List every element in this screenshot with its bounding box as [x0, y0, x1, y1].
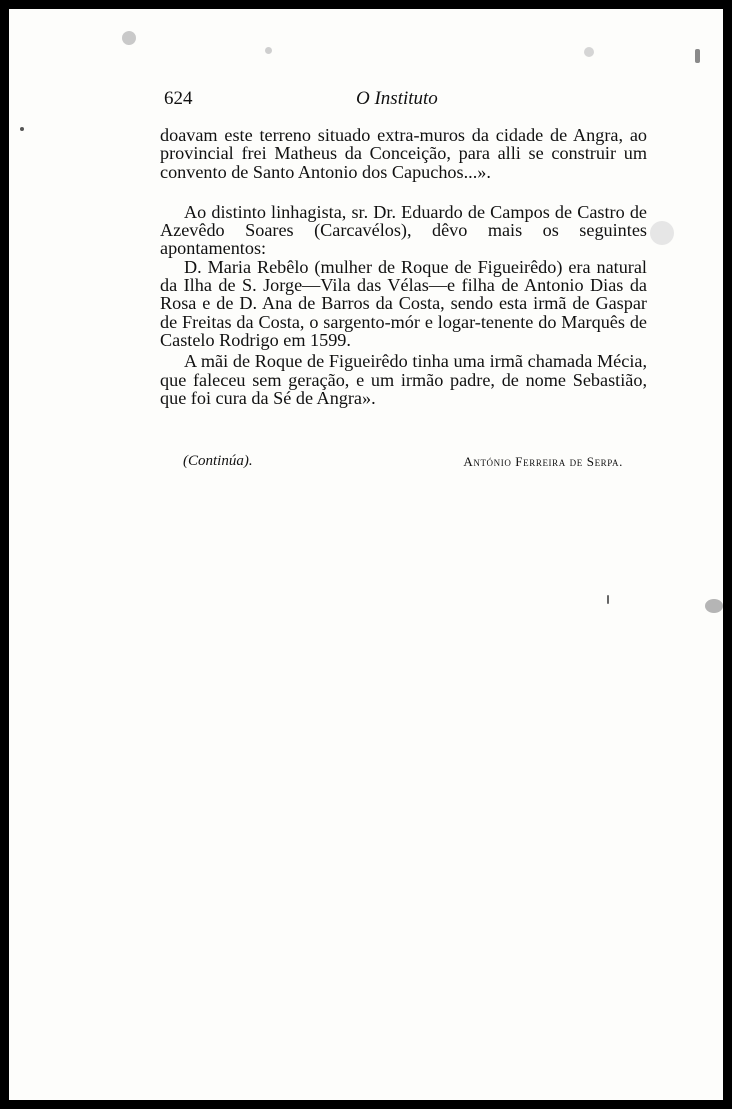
scan-speck — [584, 47, 594, 57]
author-signature: António Ferreira de Serpa. — [463, 454, 623, 469]
scan-speck — [265, 47, 272, 54]
scan-speck — [122, 31, 136, 45]
scan-speck — [705, 599, 723, 613]
scan-speck — [607, 595, 609, 604]
paragraph: A mãi de Roque de Figueirêdo tinha uma irmã chamada Mécia, que faleceu sem geração, e um irmão padre, de nome Sebastião, que foi cura da Sé de Angra». — [160, 351, 647, 408]
journal-title: O Instituto — [356, 88, 438, 109]
paragraph: D. Maria Rebêlo (mulher de Roque de Figueirêdo) era natural da Ilha de S. Jorge—Vila das Vélas—e filha de Antonio Dias da Rosa e de D. Ana de Barros da Costa, sendo esta irmã de Gaspar de Freitas da Costa, o sargento-mór e logar-tenente do Marquês de Castelo Rodrigo em 1599. — [160, 256, 647, 350]
scan-speck — [695, 49, 700, 63]
scan-speck — [650, 221, 674, 245]
scan-speck — [20, 127, 24, 131]
page-number: 624 — [164, 88, 193, 109]
continua-note: (Continúa). — [183, 453, 253, 469]
scanned-page — [9, 9, 723, 1100]
paragraph: Ao distinto linhagista, sr. Dr. Eduardo de Campos de Castro de Azevêdo Soares (Carcavélos), dêvo mais os seguintes apontamentos: — [160, 201, 647, 259]
paragraph: doavam este terreno situado extra-muros da cidade de Angra, ao provincial frei Matheus da Conceição, para alli se construir um convento de Santo Antonio dos Capuchos...». — [160, 125, 647, 182]
signature-line — [183, 453, 623, 475]
running-head — [9, 88, 723, 110]
body-text — [160, 126, 647, 407]
